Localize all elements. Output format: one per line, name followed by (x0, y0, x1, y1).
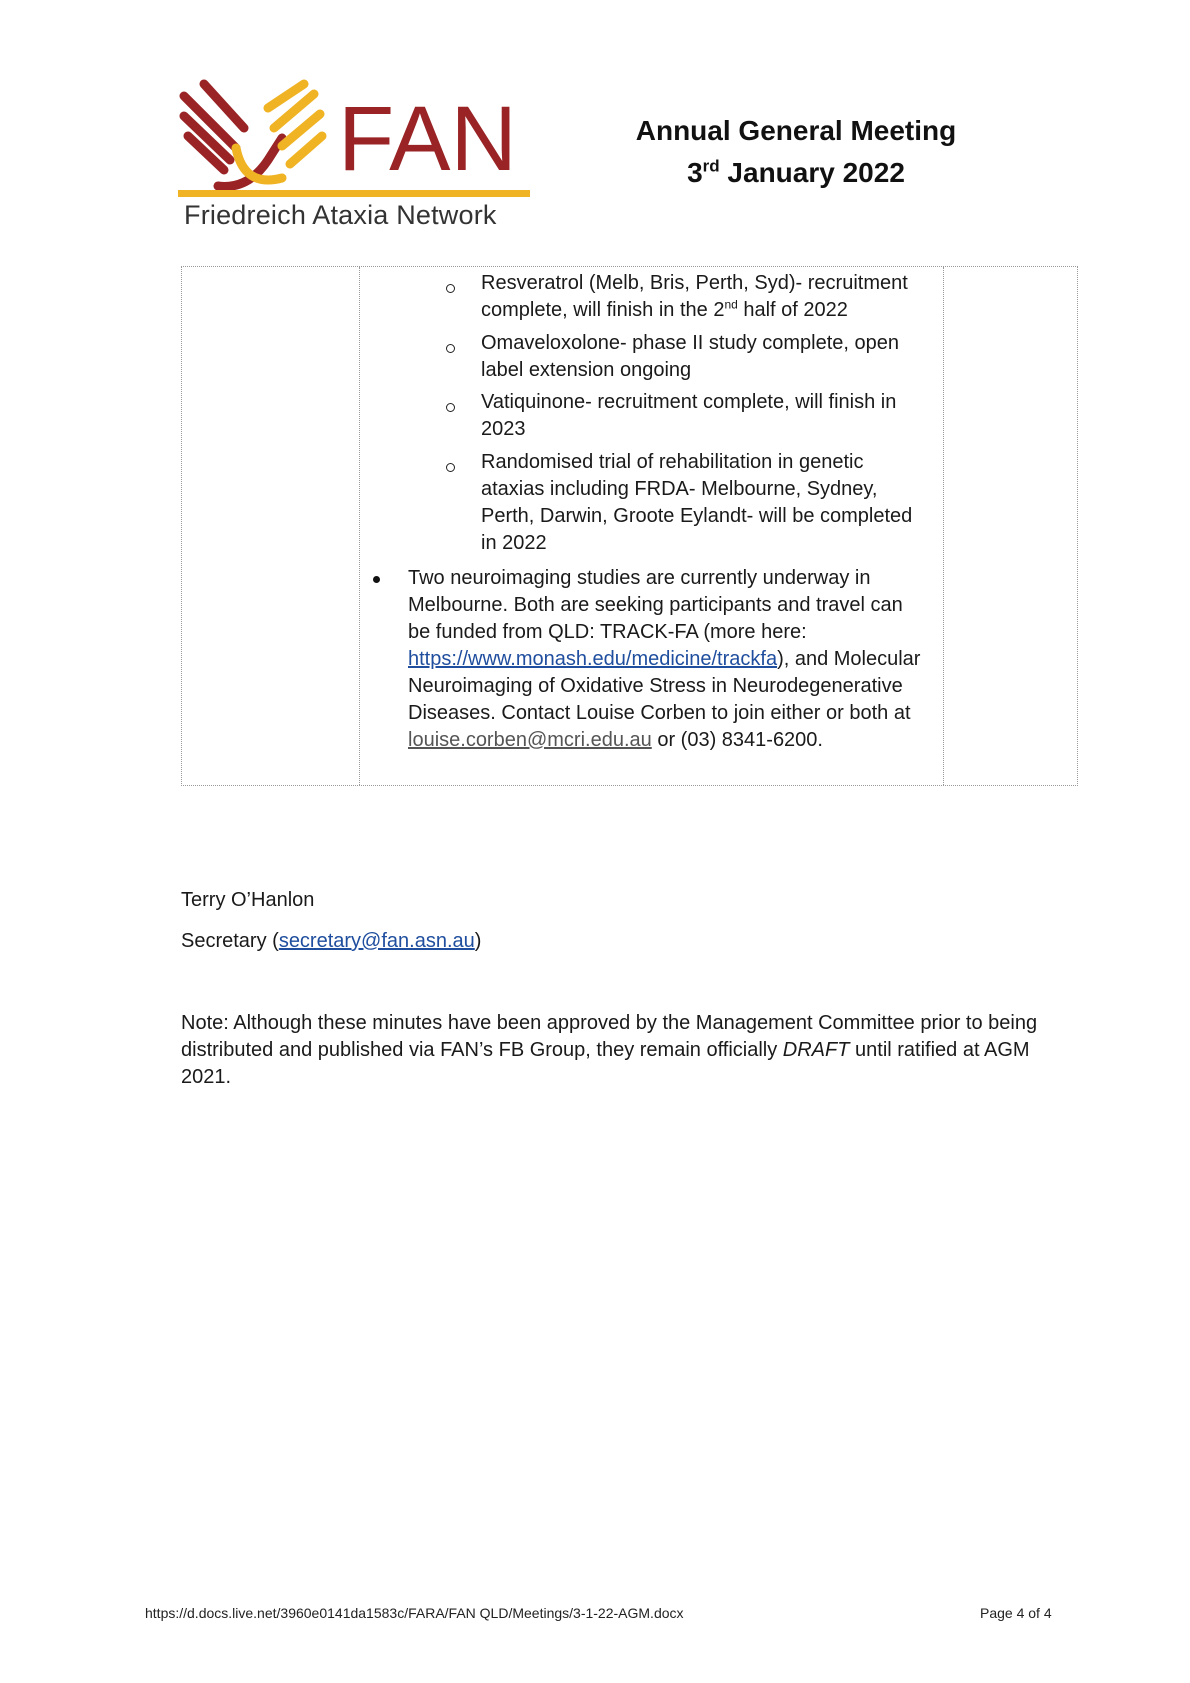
meeting-date-day: 3 (687, 157, 703, 188)
note-draft-emphasis: DRAFT (782, 1039, 850, 1061)
signature-role-prefix: Secretary ( (181, 930, 279, 952)
list-item-text-part: ), and Molecular Neuroimaging of Oxidative Stress in Neurodegenerative Diseases. Contact Louise Corben to join either or both at (408, 648, 921, 724)
circle-bullet-icon (446, 463, 455, 472)
list-item-text (408, 565, 928, 754)
note-text-part: Note: Although these minutes have been approved by the Management Committee prior to being distributed and published via FAN’s FB Group, they remain officially (181, 1012, 1038, 1061)
note-text-part: until ratified at AGM 2021. (181, 1039, 1030, 1088)
bullet-icon (373, 576, 380, 583)
logo-underline (178, 190, 530, 197)
meeting-date-suffix: rd (702, 156, 720, 176)
signature-role (181, 928, 481, 955)
meeting-title-line1: Annual General Meeting (635, 115, 957, 146)
circle-bullet-icon (446, 403, 455, 412)
fan-logo (178, 78, 530, 233)
list-item-text (481, 270, 931, 324)
list-item-text: Omaveloxolone- phase II study complete, open label extension ongoing (481, 332, 900, 381)
ordinal-suffix: nd (724, 297, 738, 312)
circle-bullet-icon (446, 344, 455, 353)
list-item-text-part: Two neuroimaging studies are currently underway in Melbourne. Both are seeking participants and travel can be funded from QLD: TRACK-FA (more here: (408, 567, 903, 643)
table-column-divider (359, 267, 360, 785)
table-column-divider (943, 267, 944, 785)
secretary-email-link[interactable]: secretary@fan.asn.au (278, 930, 475, 952)
list-item-text-part: or (03) 8341-6200. (651, 729, 823, 751)
hands-logo-icon (178, 78, 530, 198)
footer-page-number: Page 4 of 4 (980, 1605, 1052, 1621)
meeting-date (596, 152, 996, 194)
circle-bullet-icon (446, 284, 455, 293)
minutes-table (181, 266, 1078, 786)
draft-note (181, 1010, 1061, 1091)
list-item-text: Randomised trial of rehabilitation in genetic ataxias including FRDA- Melbourne, Sydney, Perth, Darwin, Groote Eylandt- will be completed in 2022 (481, 451, 913, 554)
signature-role-suffix: ) (474, 930, 482, 952)
trackfa-link[interactable]: https://www.monash.edu/medicine/trackfa (408, 648, 778, 670)
footer-file-path: https://d.docs.live.net/3960e0141da1583c/FARA/FAN QLD/Meetings/3-1-22-AGM.docx (145, 1605, 684, 1621)
meeting-title (596, 110, 996, 194)
email-link-louise[interactable]: louise.corben@mcri.edu.au (408, 729, 652, 751)
signature-name: Terry O’Hanlon (181, 889, 315, 911)
logo-wordmark: FAN (338, 88, 517, 190)
logo-tagline: Friedreich Ataxia Network (184, 200, 497, 230)
list-item-text: Vatiquinone- recruitment complete, will finish in 2023 (481, 391, 897, 440)
list-item-text-part: half of 2022 (737, 299, 848, 321)
meeting-date-rest: January 2022 (719, 157, 905, 188)
list-item-text-part: Resveratrol (Melb, Bris, Perth, Syd)- recruitment complete, will finish in the 2 (481, 272, 908, 321)
